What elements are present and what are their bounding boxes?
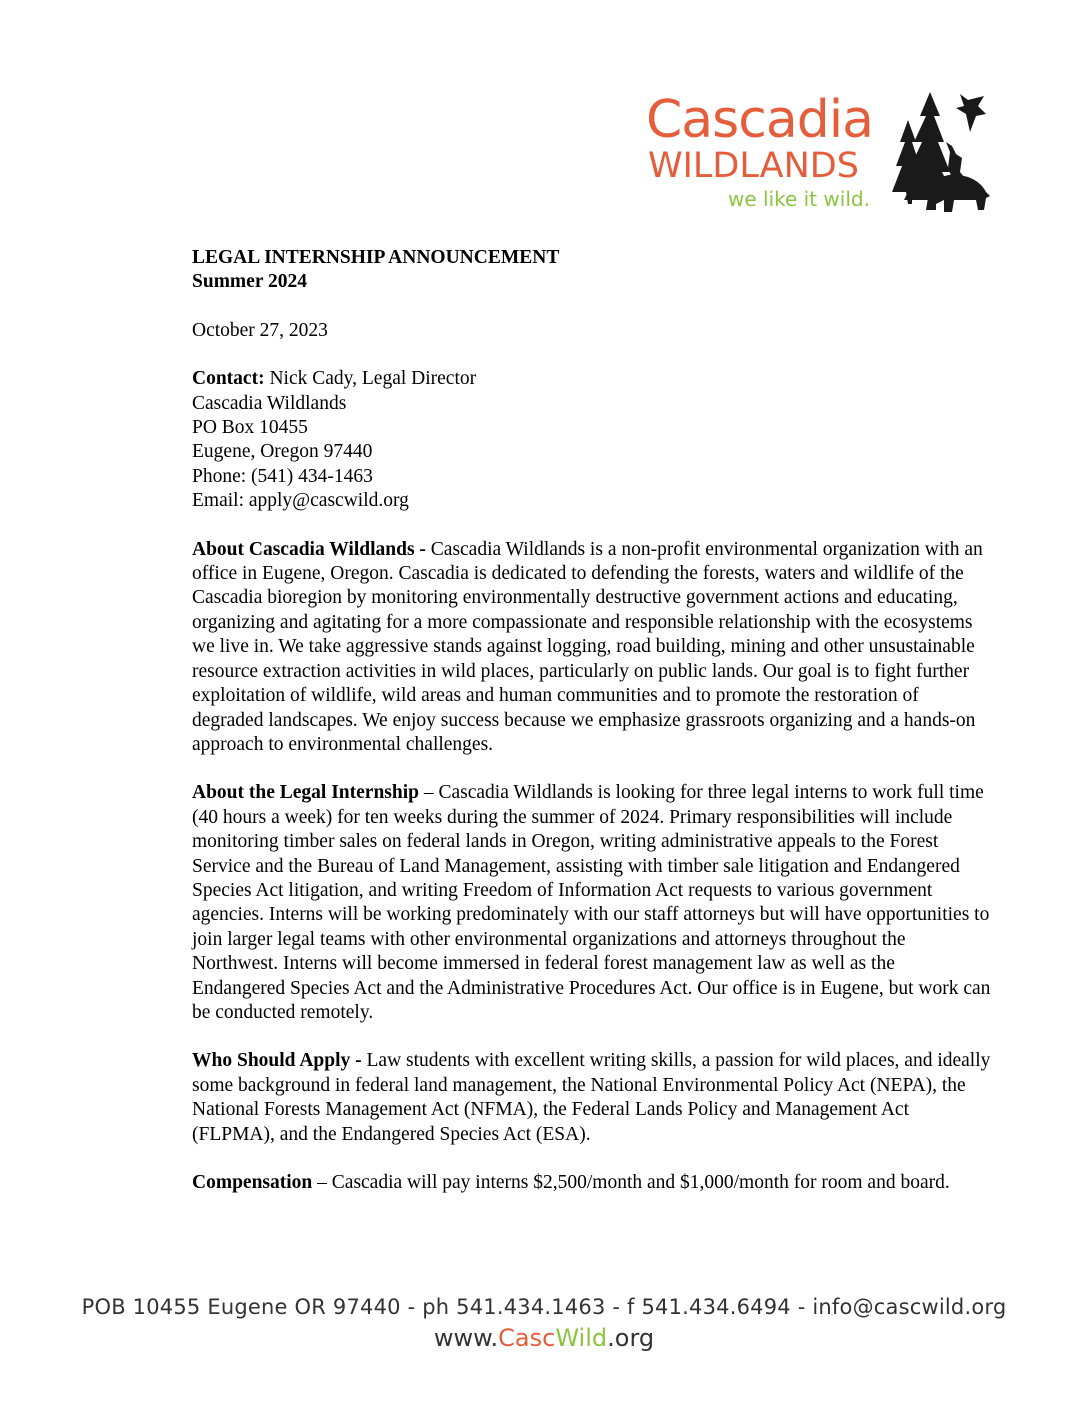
compensation-paragraph [192,1171,992,1195]
who-apply-label: Who Should Apply - [192,1050,362,1072]
contact-po-box: PO Box 10455 [192,417,308,439]
contact-org: Cascadia Wildlands [192,392,347,414]
announcement-season: Summer 2024 [192,271,308,293]
cascadia-wildlands-logo [640,92,990,222]
footer-web-wild: Wild [555,1324,608,1352]
about-internship-label: About the Legal Internship [192,782,419,804]
contact-label: Contact: [192,368,265,390]
about-internship-paragraph [192,781,992,1025]
tree-wolf-bear-owl-icon [890,92,990,217]
contact-name: Nick Cady, Legal Director [264,368,477,390]
footer-web-suffix: .org [607,1324,655,1352]
footer-web-prefix: www. [433,1324,499,1352]
about-org-label: About Cascadia Wildlands - [192,538,426,560]
compensation-text: – Cascadia will pay interns $2,500/month and $1,000/month for room and board. [312,1172,950,1193]
letter-body [192,246,992,1195]
letter-date: October 27, 2023 [192,319,328,341]
contact-phone: Phone: (541) 434-1463 [192,465,373,487]
who-apply-paragraph [192,1049,992,1147]
contact-city: Eugene, Oregon 97440 [192,441,373,463]
footer-website [0,1322,1088,1354]
footer-web-casc: Casc [498,1324,556,1352]
letterhead-footer [0,1292,1088,1354]
who-apply-text: Law students with excellent writing skills, a passion for wild places, and ideally some background in federal land management, the National Environmental Policy Act (NEPA), the National Forests Management Act (NFMA), the Federal Lands Policy and Management Act (FLPMA), and the Endangered Species Act (ESA). [192,1050,991,1145]
contact-block [192,367,992,513]
about-org-text: Cascadia Wildlands is a non-profit environmental organization with an office in Eugene, Oregon. Cascadia is dedicated to defending the forests, waters and wildlife of the Cascadia bioregion by monitoring environmentally destructive government actions and educating, organizing and agitating for a more compassionate and responsible relationship with the ecosystems we live in. We take aggressive stands against logging, road building, mining and other unsustainable resource extraction activities in wild places, particularly on public lands. Our goal is to fight further exploitation of wildlife, wild areas and human communities and to promote the restoration of degraded landscapes. We enjoy success because we emphasize grassroots organizing and a hands-on approach to environmental challenges. [192,538,983,755]
logo-tagline: we like it wild. [728,187,870,211]
contact-line [192,367,992,391]
contact-email: Email: apply@cascwild.org [192,490,409,512]
footer-contact-line: POB 10455 Eugene OR 97440 - ph 541.434.1463 - f 541.434.6494 - info@cascwild.org [81,1295,1007,1319]
about-internship-text: – Cascadia Wildlands is looking for three legal interns to work full time (40 hours a week) for ten weeks during the summer of 2024. Primary responsibilities will include monitoring timber sales on federal lands in Oregon, writing administrative appeals to the Forest Service and the Bureau of Land Management, assisting with timber sale litigation and Endangered Species Act litigation, and writing Freedom of Information Act requests to various government agencies. Interns will be working predominately with our staff attorneys but will have opportunities to join larger legal teams with other environmental organizations and attorneys throughout the Northwest. Interns will become immersed in federal forest management law as well as the Endangered Species Act and the Administrative Procedures Act. Our office is in Eugene, but work can be conducted remotely. [192,782,991,1023]
logo-subtitle: WILDLANDS [648,146,859,186]
compensation-label: Compensation [192,1172,313,1193]
logo-name: Cascadia [646,90,874,150]
announcement-title: LEGAL INTERNSHIP ANNOUNCEMENT [192,247,560,268]
about-org-paragraph [192,538,992,758]
